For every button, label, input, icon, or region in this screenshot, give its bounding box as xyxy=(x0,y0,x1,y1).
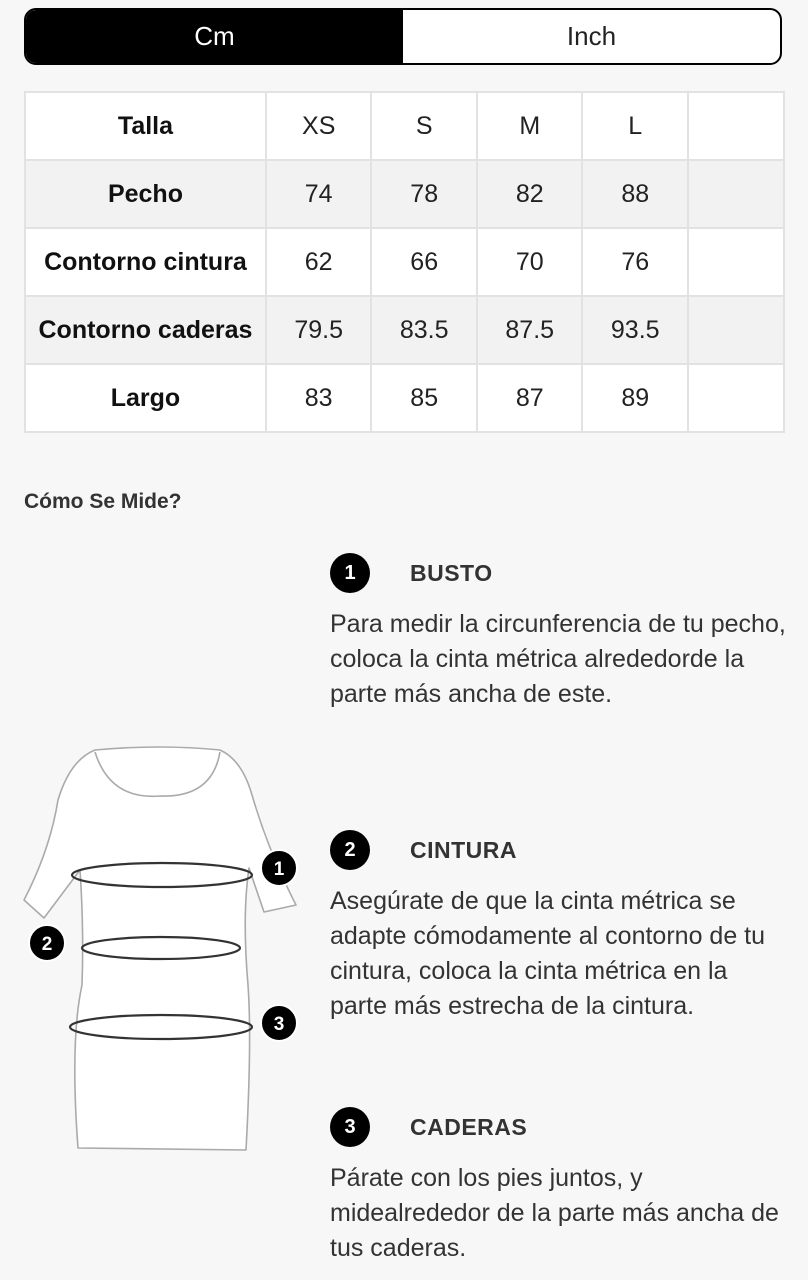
step-title: BUSTO xyxy=(410,559,493,586)
table-cell: L xyxy=(582,92,688,160)
table-cell: 78 xyxy=(371,160,477,228)
table-cell: S xyxy=(371,92,477,160)
table-cell: 62 xyxy=(266,228,372,296)
table-cell: 87.5 xyxy=(477,296,583,364)
table-row xyxy=(25,228,784,296)
table-row xyxy=(25,296,784,364)
step-title: CADERAS xyxy=(410,1113,528,1140)
step-hips xyxy=(330,1107,790,1266)
table-cell: 82 xyxy=(477,160,583,228)
how-to-measure-title: Cómo Se Mide? xyxy=(24,490,182,513)
table-cell: 79.5 xyxy=(266,296,372,364)
table-row xyxy=(25,364,784,432)
table-cell xyxy=(688,92,784,160)
row-header: Contorno caderas xyxy=(25,296,266,364)
step-description: Párate con los pies juntos, y midealrededor de la parte más ancha de tus caderas. xyxy=(330,1164,779,1262)
step-title: CINTURA xyxy=(410,836,517,863)
step-header xyxy=(330,553,790,593)
marker-1-label: 1 xyxy=(273,859,285,880)
table-cell: 87 xyxy=(477,364,583,432)
table-row xyxy=(25,160,784,228)
inch-tab[interactable]: Inch xyxy=(566,21,617,51)
marker-2-label: 2 xyxy=(41,934,53,955)
table-row xyxy=(25,92,784,160)
row-header: Largo xyxy=(25,364,266,432)
marker-2 xyxy=(29,925,65,961)
table-cell: XS xyxy=(266,92,372,160)
table-cell: 76 xyxy=(582,228,688,296)
step-waist xyxy=(330,830,790,1024)
size-table xyxy=(24,91,785,433)
step-number-badge: 1 xyxy=(330,553,370,593)
table-cell xyxy=(688,160,784,228)
table-cell xyxy=(688,364,784,432)
table-cell: 70 xyxy=(477,228,583,296)
step-header xyxy=(330,830,790,870)
table-cell: 83 xyxy=(266,364,372,432)
table-cell: 74 xyxy=(266,160,372,228)
step-number-badge: 3 xyxy=(330,1107,370,1147)
table-cell: M xyxy=(477,92,583,160)
table-cell: 83.5 xyxy=(371,296,477,364)
row-header: Pecho xyxy=(25,160,266,228)
cm-tab[interactable]: Cm xyxy=(26,10,403,63)
step-description: Para medir la circunferencia de tu pecho, coloca la cinta métrica alrededorde la parte más ancha de este. xyxy=(330,610,786,708)
size-table-scroll[interactable] xyxy=(0,0,785,460)
table-cell: 85 xyxy=(371,364,477,432)
table-cell: 88 xyxy=(582,160,688,228)
table-cell xyxy=(688,228,784,296)
step-description: Asegúrate de que la cinta métrica se adapte cómodamente al contorno de tu cintura, coloca la cinta métrica en la parte más estrecha de la cintura. xyxy=(330,887,766,1020)
step-number-badge: 2 xyxy=(330,830,370,870)
marker-3-label: 3 xyxy=(273,1014,285,1035)
table-cell: 66 xyxy=(371,228,477,296)
table-cell xyxy=(688,296,784,364)
marker-1 xyxy=(261,850,297,886)
row-header: Talla xyxy=(25,92,266,160)
marker-3 xyxy=(261,1005,297,1041)
table-cell: 93.5 xyxy=(582,296,688,364)
step-header xyxy=(330,1107,790,1147)
dress-measure-figure xyxy=(20,740,305,1160)
step-bust xyxy=(330,553,790,712)
table-cell: 89 xyxy=(582,364,688,432)
row-header: Contorno cintura xyxy=(25,228,266,296)
